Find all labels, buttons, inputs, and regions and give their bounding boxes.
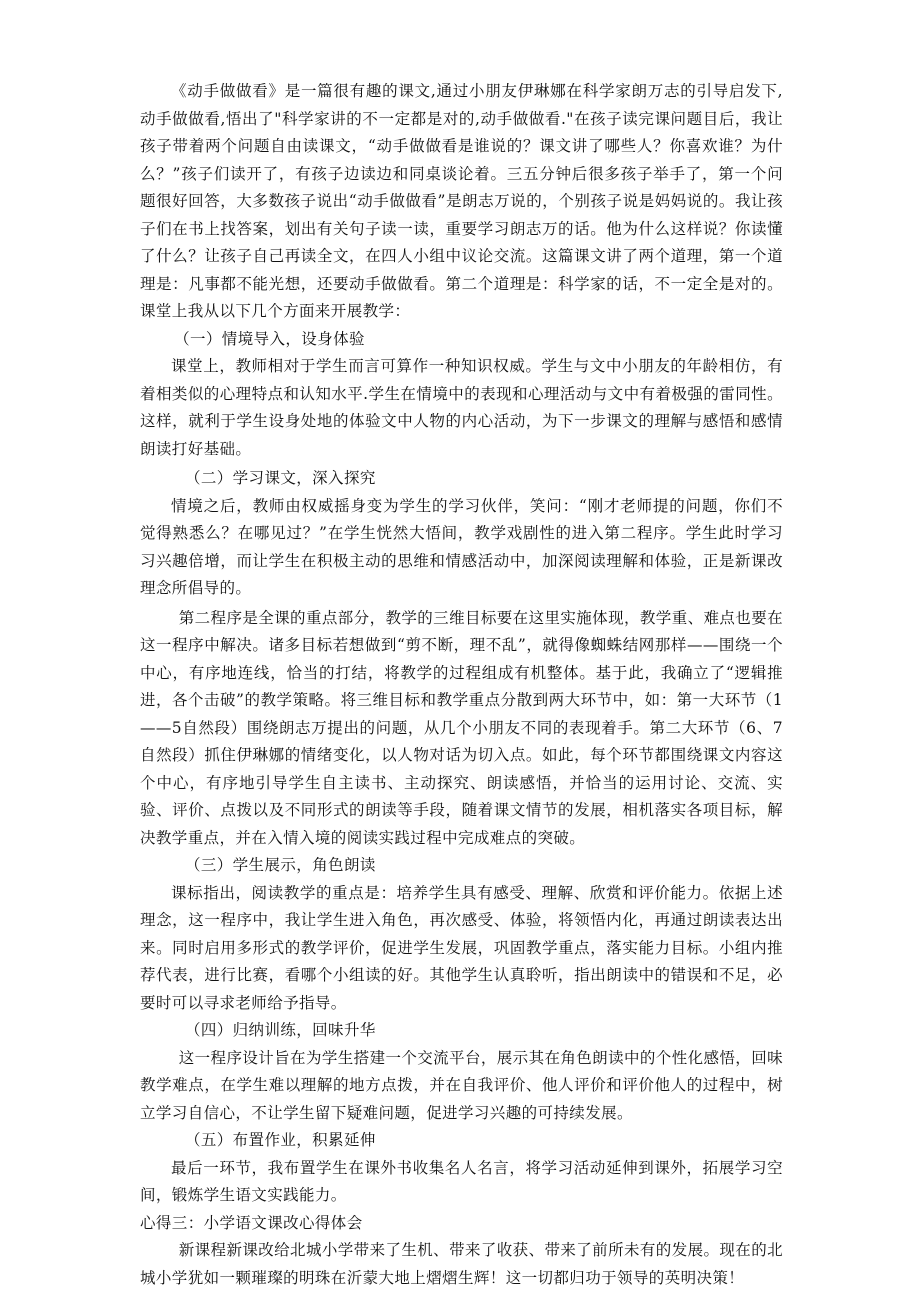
- section-4-body: 这一程序设计旨在为学生搭建一个交流平台，展示其在角色朗读中的个性化感悟，回味教学难点，在学生难以理解的地方点拨，并在自我评价、他人评价和评价他人的过程中，树立学习自信心，不让学生留下疑难问题，促进学习兴趣的可持续发展。: [140, 1048, 783, 1122]
- intro-paragraph: 《动手做做看》是一篇很有趣的课文,通过小朋友伊琳娜在科学家朗万志的引导启发下,动手做做看,悟出了"科学家讲的不一定都是对的,动手做做看."在孩子读完课问题目后，我让孩子带着两个问题自由读课文，“动手做做看是谁说的？课文讲了哪些人？你喜欢谁？为什么？”孩子们读开了，有孩子边读边和同桌谈论着。三五分钟后很多孩子举手了，第一个问题很好回答，大多数孩子说出“动手做做看”是朗志万说的，个别孩子说是妈妈说的。我让孩子们在书上找答案，划出有关句子读一读，重要学习朗志万的话。他为什么这样说？你读懂了什么？让孩子自己再读全文，在四人小组中议论交流。这篇课文讲了两个道理，第一个道理是：凡事都不能光想，还要动手做做看。第二个道理是：科学家的话，不一定全是对的。课堂上我从以下几个方面来开展教学：: [140, 82, 783, 320]
- section-heading-1: （一）情境导入，设身体验: [174, 329, 365, 348]
- section-3-body: 课标指出，阅读教学的重点是：培养学生具有感受、理解、欣赏和评价能力。依据上述理念，这一程序中，我让学生进入角色，再次感受、体验，将领悟内化，再通过朗读表达出来。同时启用多形式的教学评价，促进学生发展，巩固教学重点，落实能力目标。小组内推荐代表，进行比赛，看哪个小组读的好。其他学生认真聆听，指出朗读中的错误和不足，必要时可以寻求老师给予指导。: [140, 883, 783, 1012]
- document-page: [140, 78, 783, 1292]
- section-2-body-continued: 第二程序是全课的重点部分，教学的三维目标要在这里实施体现，教学重、难点也要在这一程序中解决。诸多目标若想做到“剪不断，理不乱”，就得像蜘蛛结网那样——围绕一个中心，有序地连线，恰当的打结，将教学的过程组成有机整体。基于此，我确立了“逻辑推进，各个击破”的教学策略。将三维目标和教学重点分散到两大环节中，如：第一大环节（1——5自然段）围绕朗志万提出的问题，从几个小朋友不同的表现着手。第二大环节（6、7自然段）抓住伊琳娜的情绪变化，以人物对话为切入点。如此，每个环节都围绕课文内容这个中心，有序地引导学生自主读书、主动探究、朗读感悟，并恰当的运用讨论、交流、实验、评价、点拨以及不同形式的朗读等手段，随着课文情节的发展，相机落实各项目标，解决教学重点，并在入情入境的阅读实践过程中完成难点的突破。: [140, 608, 783, 847]
- section-heading-2: （二）学习课文，深入探究: [184, 469, 376, 487]
- section-heading-3: （三）学生展示，角色朗读: [184, 856, 376, 874]
- section-1-body: 课堂上，教师相对于学生而言可算作一种知识权威。学生与文中小朋友的年龄相仿，有着相类似的心理特点和认知水平.学生在情境中的表现和心理活动与文中有着极强的雷同性。这样，就利于学生设身处地的体验文中人物的内心活动，为下一步课文的理解与感悟和感情朗读打好基础。: [140, 357, 783, 458]
- section-heading-4: （四）归纳训练，回味升华: [184, 1021, 376, 1039]
- section-5-body: 最后一环节，我布置学生在课外书收集名人名言，将学习活动延伸到课外，拓展学习空间，锻炼学生语文实践能力。: [140, 1158, 783, 1204]
- essay-title: 心得三：小学语文课改心得体会: [140, 1213, 363, 1232]
- section-heading-5: （五）布置作业，积累延伸: [184, 1131, 376, 1149]
- essay-body: 新课程新课改给北城小学带来了生机、带来了收获、带来了前所未有的发展。现在的北城小学犹如一颗璀璨的明珠在沂蒙大地上熠熠生辉！这一切都归功于领导的英明决策！: [140, 1241, 783, 1287]
- section-2-body: 情境之后，教师由权威摇身变为学生的学习伙伴，笑问：“刚才老师提的问题，你们不觉得熟悉么？在哪见过？”在学生恍然大悟间，教学戏剧性的进入第二程序。学生此时学习习兴趣倍增，而让学生在积极主动的思维和情感活动中，加深阅读理解和体验，正是新课改理念所倡导的。: [140, 496, 783, 597]
